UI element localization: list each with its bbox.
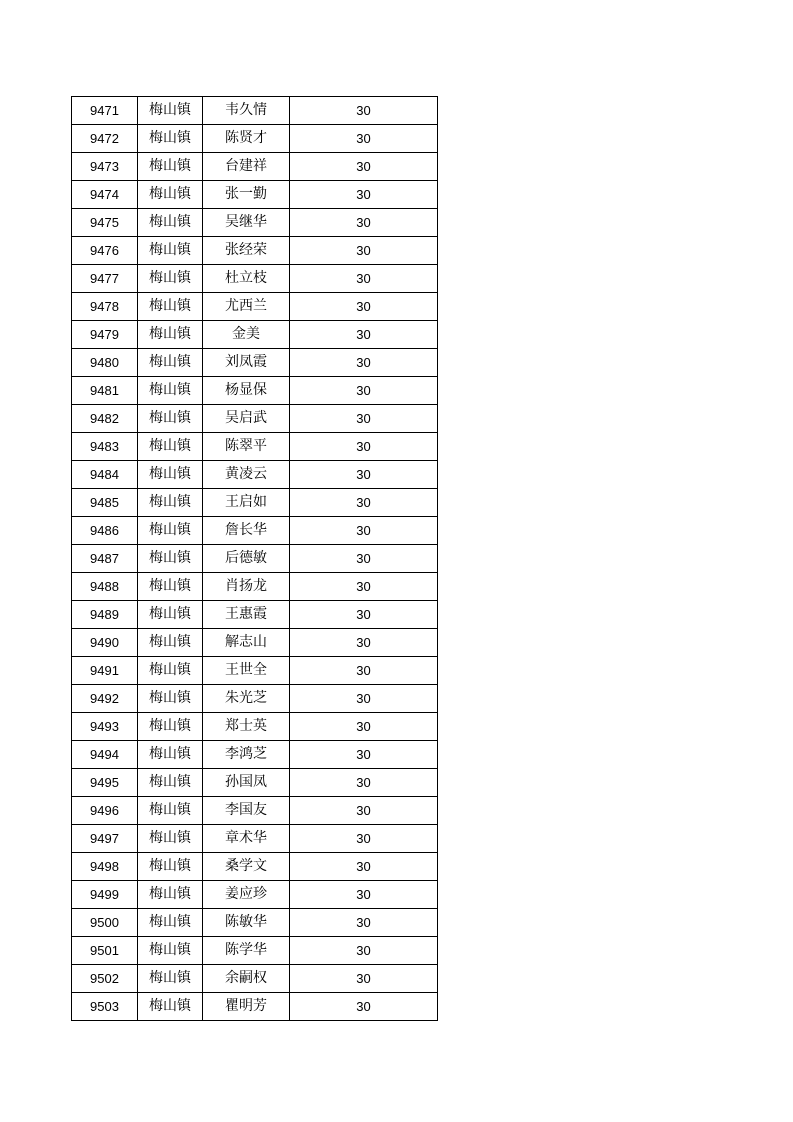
person-name-cell: 王启如	[203, 489, 290, 517]
town-cell: 梅山镇	[138, 405, 203, 433]
amount-cell: 30	[290, 125, 438, 153]
amount-cell: 30	[290, 713, 438, 741]
table-row	[72, 993, 438, 1021]
town-cell: 梅山镇	[138, 153, 203, 181]
table-row	[72, 349, 438, 377]
amount-cell: 30	[290, 433, 438, 461]
table-row	[72, 209, 438, 237]
town-cell: 梅山镇	[138, 881, 203, 909]
amount-cell: 30	[290, 181, 438, 209]
town-cell: 梅山镇	[138, 209, 203, 237]
amount-cell: 30	[290, 937, 438, 965]
row-number-cell: 9489	[72, 601, 138, 629]
table-row	[72, 797, 438, 825]
amount-cell: 30	[290, 293, 438, 321]
person-name-cell: 陈翠平	[203, 433, 290, 461]
person-name-cell: 王惠霞	[203, 601, 290, 629]
table-row	[72, 937, 438, 965]
amount-cell: 30	[290, 629, 438, 657]
person-name-cell: 吴启武	[203, 405, 290, 433]
row-number-cell: 9476	[72, 237, 138, 265]
row-number-cell: 9490	[72, 629, 138, 657]
table-row	[72, 769, 438, 797]
amount-cell: 30	[290, 601, 438, 629]
table-row	[72, 489, 438, 517]
town-cell: 梅山镇	[138, 573, 203, 601]
row-number-cell: 9485	[72, 489, 138, 517]
amount-cell: 30	[290, 489, 438, 517]
table-row	[72, 881, 438, 909]
row-number-cell: 9501	[72, 937, 138, 965]
table-body	[72, 97, 438, 1021]
amount-cell: 30	[290, 461, 438, 489]
table-row	[72, 573, 438, 601]
table-row	[72, 657, 438, 685]
amount-cell: 30	[290, 993, 438, 1021]
town-cell: 梅山镇	[138, 349, 203, 377]
amount-cell: 30	[290, 153, 438, 181]
person-name-cell: 吴继华	[203, 209, 290, 237]
amount-cell: 30	[290, 965, 438, 993]
row-number-cell: 9495	[72, 769, 138, 797]
amount-cell: 30	[290, 797, 438, 825]
person-name-cell: 金美	[203, 321, 290, 349]
table-row	[72, 965, 438, 993]
row-number-cell: 9474	[72, 181, 138, 209]
table-row	[72, 853, 438, 881]
town-cell: 梅山镇	[138, 433, 203, 461]
table-row	[72, 377, 438, 405]
table-row	[72, 237, 438, 265]
row-number-cell: 9483	[72, 433, 138, 461]
row-number-cell: 9487	[72, 545, 138, 573]
amount-cell: 30	[290, 741, 438, 769]
table-row	[72, 909, 438, 937]
amount-cell: 30	[290, 685, 438, 713]
table-row	[72, 685, 438, 713]
table-row	[72, 713, 438, 741]
table-row	[72, 601, 438, 629]
row-number-cell: 9475	[72, 209, 138, 237]
row-number-cell: 9478	[72, 293, 138, 321]
person-name-cell: 黄凌云	[203, 461, 290, 489]
person-name-cell: 孙国凤	[203, 769, 290, 797]
town-cell: 梅山镇	[138, 265, 203, 293]
person-name-cell: 詹长华	[203, 517, 290, 545]
person-name-cell: 余嗣权	[203, 965, 290, 993]
person-name-cell: 张经荣	[203, 237, 290, 265]
row-number-cell: 9479	[72, 321, 138, 349]
person-name-cell: 姜应珍	[203, 881, 290, 909]
row-number-cell: 9496	[72, 797, 138, 825]
person-name-cell: 瞿明芳	[203, 993, 290, 1021]
row-number-cell: 9486	[72, 517, 138, 545]
row-number-cell: 9499	[72, 881, 138, 909]
person-name-cell: 韦久情	[203, 97, 290, 125]
row-number-cell: 9502	[72, 965, 138, 993]
row-number-cell: 9491	[72, 657, 138, 685]
table-row	[72, 293, 438, 321]
row-number-cell: 9500	[72, 909, 138, 937]
town-cell: 梅山镇	[138, 321, 203, 349]
person-name-cell: 陈贤才	[203, 125, 290, 153]
table-row	[72, 97, 438, 125]
amount-cell: 30	[290, 545, 438, 573]
person-name-cell: 杜立枝	[203, 265, 290, 293]
person-name-cell: 解志山	[203, 629, 290, 657]
town-cell: 梅山镇	[138, 657, 203, 685]
town-cell: 梅山镇	[138, 461, 203, 489]
amount-cell: 30	[290, 349, 438, 377]
amount-cell: 30	[290, 517, 438, 545]
table-row	[72, 265, 438, 293]
table-row	[72, 629, 438, 657]
person-name-cell: 肖扬龙	[203, 573, 290, 601]
amount-cell: 30	[290, 265, 438, 293]
person-name-cell: 杨显保	[203, 377, 290, 405]
town-cell: 梅山镇	[138, 629, 203, 657]
town-cell: 梅山镇	[138, 125, 203, 153]
table-row	[72, 181, 438, 209]
amount-cell: 30	[290, 237, 438, 265]
table-row	[72, 433, 438, 461]
amount-cell: 30	[290, 377, 438, 405]
row-number-cell: 9481	[72, 377, 138, 405]
amount-cell: 30	[290, 825, 438, 853]
town-cell: 梅山镇	[138, 853, 203, 881]
row-number-cell: 9492	[72, 685, 138, 713]
table-row	[72, 825, 438, 853]
town-cell: 梅山镇	[138, 993, 203, 1021]
person-name-cell: 后德敏	[203, 545, 290, 573]
town-cell: 梅山镇	[138, 713, 203, 741]
town-cell: 梅山镇	[138, 237, 203, 265]
table-row	[72, 741, 438, 769]
amount-cell: 30	[290, 909, 438, 937]
town-cell: 梅山镇	[138, 797, 203, 825]
row-number-cell: 9488	[72, 573, 138, 601]
table-row	[72, 153, 438, 181]
amount-cell: 30	[290, 97, 438, 125]
row-number-cell: 9497	[72, 825, 138, 853]
person-name-cell: 陈敏华	[203, 909, 290, 937]
person-name-cell: 李国友	[203, 797, 290, 825]
table-row	[72, 461, 438, 489]
amount-cell: 30	[290, 321, 438, 349]
amount-cell: 30	[290, 209, 438, 237]
row-number-cell: 9494	[72, 741, 138, 769]
town-cell: 梅山镇	[138, 965, 203, 993]
town-cell: 梅山镇	[138, 293, 203, 321]
town-cell: 梅山镇	[138, 517, 203, 545]
amount-cell: 30	[290, 657, 438, 685]
town-cell: 梅山镇	[138, 909, 203, 937]
person-name-cell: 王世全	[203, 657, 290, 685]
row-number-cell: 9472	[72, 125, 138, 153]
town-cell: 梅山镇	[138, 685, 203, 713]
town-cell: 梅山镇	[138, 97, 203, 125]
person-name-cell: 台建祥	[203, 153, 290, 181]
person-name-cell: 朱光芝	[203, 685, 290, 713]
table-row	[72, 405, 438, 433]
town-cell: 梅山镇	[138, 741, 203, 769]
town-cell: 梅山镇	[138, 489, 203, 517]
row-number-cell: 9471	[72, 97, 138, 125]
town-cell: 梅山镇	[138, 545, 203, 573]
person-name-cell: 陈学华	[203, 937, 290, 965]
person-name-cell: 刘凤霞	[203, 349, 290, 377]
row-number-cell: 9477	[72, 265, 138, 293]
row-number-cell: 9503	[72, 993, 138, 1021]
amount-cell: 30	[290, 853, 438, 881]
row-number-cell: 9493	[72, 713, 138, 741]
town-cell: 梅山镇	[138, 377, 203, 405]
table-row	[72, 125, 438, 153]
table-row	[72, 545, 438, 573]
town-cell: 梅山镇	[138, 937, 203, 965]
town-cell: 梅山镇	[138, 769, 203, 797]
town-cell: 梅山镇	[138, 601, 203, 629]
amount-cell: 30	[290, 573, 438, 601]
row-number-cell: 9484	[72, 461, 138, 489]
amount-cell: 30	[290, 405, 438, 433]
person-name-cell: 张一勤	[203, 181, 290, 209]
row-number-cell: 9480	[72, 349, 138, 377]
town-cell: 梅山镇	[138, 825, 203, 853]
table-row	[72, 517, 438, 545]
data-table	[71, 96, 438, 1021]
town-cell: 梅山镇	[138, 181, 203, 209]
table-row	[72, 321, 438, 349]
row-number-cell: 9473	[72, 153, 138, 181]
person-name-cell: 李鸿芝	[203, 741, 290, 769]
person-name-cell: 桑学文	[203, 853, 290, 881]
amount-cell: 30	[290, 881, 438, 909]
row-number-cell: 9482	[72, 405, 138, 433]
person-name-cell: 章术华	[203, 825, 290, 853]
person-name-cell: 郑士英	[203, 713, 290, 741]
row-number-cell: 9498	[72, 853, 138, 881]
person-name-cell: 尤西兰	[203, 293, 290, 321]
amount-cell: 30	[290, 769, 438, 797]
